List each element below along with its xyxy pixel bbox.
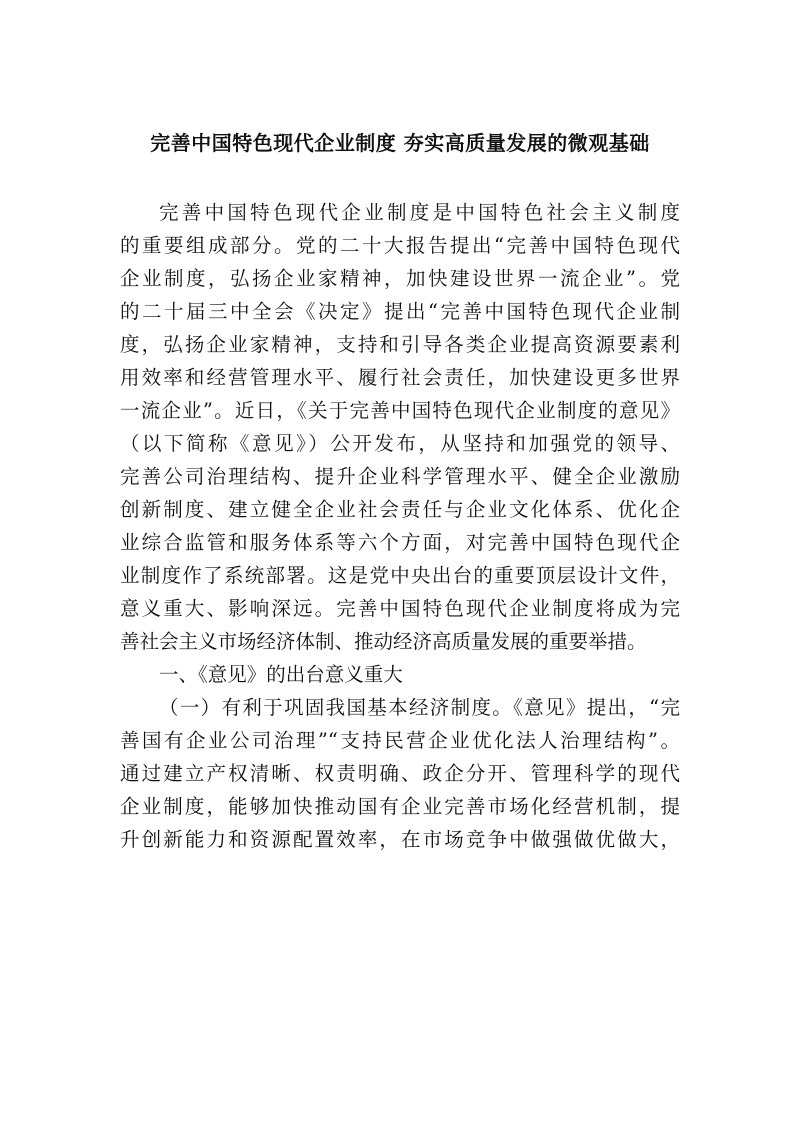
paragraph-intro bbox=[120, 196, 680, 658]
text-line: 善国有企业公司治理”“支持民营企业优化法人治理结构”。 bbox=[120, 729, 680, 752]
section-heading-text: 一、《意见》的出台意义重大 bbox=[159, 663, 403, 686]
text-line: 升创新能力和资源配置效率，在市场竞争中做强做优做大， bbox=[120, 828, 680, 851]
text-line: 完善中国特色现代企业制度是中国特色社会主义制度 bbox=[159, 201, 680, 224]
text-line: 的重要组成部分。党的二十大报告提出“完善中国特色现代 bbox=[120, 234, 680, 257]
document-body bbox=[120, 196, 680, 856]
text-line: 企业制度，弘扬企业家精神，加快建设世界一流企业”。党 bbox=[120, 267, 680, 290]
text-line: 业综合监管和服务体系等六个方面，对完善中国特色现代企 bbox=[120, 531, 680, 554]
text-line: 的二十届三中全会《决定》提出“完善中国特色现代企业制 bbox=[120, 300, 680, 323]
text-line: 业制度作了系统部署。这是党中央出台的重要顶层设计文件， bbox=[120, 564, 680, 587]
document-title: 完善中国特色现代企业制度 夯实高质量发展的微观基础 bbox=[150, 131, 650, 155]
text-line: 完善公司治理结构、提升企业科学管理水平、健全企业激励 bbox=[120, 465, 680, 488]
text-line: （一）有利于巩固我国基本经济制度。《意见》提出，“完 bbox=[159, 696, 680, 719]
text-line: 一流企业”。近日，《关于完善中国特色现代企业制度的意见》 bbox=[120, 399, 680, 422]
text-line: 创新制度、建立健全企业社会责任与企业文化体系、优化企 bbox=[120, 498, 680, 521]
text-line: 用效率和经营管理水平、履行社会责任，加快建设更多世界 bbox=[120, 366, 680, 389]
paragraph-section-1 bbox=[120, 691, 680, 856]
text-line: （以下简称《意见》）公开发布，从坚持和加强党的领导、 bbox=[120, 432, 680, 455]
text-line: 通过建立产权清晰、权责明确、政企分开、管理科学的现代 bbox=[120, 762, 680, 785]
text-line: 善社会主义市场经济体制、推动经济高质量发展的重要举措。 bbox=[120, 630, 647, 653]
text-line: 意义重大、影响深远。完善中国特色现代企业制度将成为完 bbox=[120, 597, 680, 620]
text-line: 企业制度，能够加快推动国有企业完善市场化经营机制，提 bbox=[120, 795, 680, 818]
text-line: 度，弘扬企业家精神，支持和引导各类企业提高资源要素利 bbox=[120, 333, 680, 356]
section-heading bbox=[120, 658, 680, 691]
